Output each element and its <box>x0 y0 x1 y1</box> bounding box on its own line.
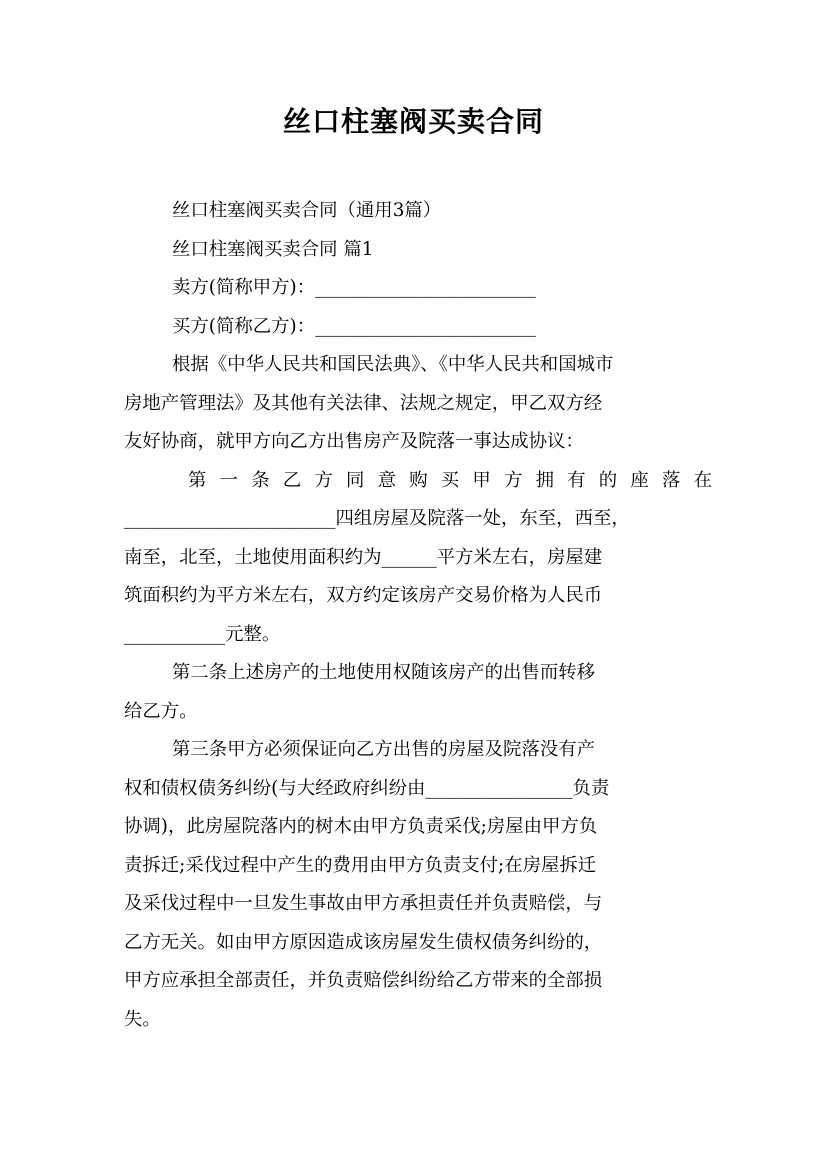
paragraph-line: 第二条上述房产的土地使用权随该房产的出售而转移 <box>172 662 595 683</box>
paragraph-line: 第 一 条 乙 方 同 意 购 买 甲 方 拥 有 的 座 落 在 <box>188 469 712 491</box>
paragraph-line: 及采伐过程中一旦发生事故由甲方承担责任并负责赔偿，与 <box>124 893 603 914</box>
article-3-paragraph <box>124 731 712 1039</box>
paragraph-line: 给乙方。 <box>124 700 198 722</box>
paragraph-line: 甲方应承担全部责任，并负责赔偿纠纷给乙方带来的全部损 <box>124 970 603 991</box>
paragraph-line: 筑面积约为平方米左右，双方约定该房产交易价格为人民币 <box>124 585 603 606</box>
heading-general: 丝口柱塞阀买卖合同（通用3篇） <box>172 200 442 221</box>
paragraph-line: 根据《中华人民共和国民法典》、《中华人民共和国城市 <box>172 354 614 375</box>
paragraph-line: 第三条甲方必须保证向乙方出售的房屋及院落没有产 <box>172 739 595 760</box>
paragraph-line: 权和债权债务纠纷(与大经政府纠纷由________________负责 <box>124 777 610 799</box>
paragraph-line: 南至，北至，土地使用面积约为______平方米左右，房屋建 <box>124 546 603 568</box>
paragraph-line: 失。 <box>124 1008 161 1030</box>
article-1-paragraph <box>124 462 712 655</box>
paragraph-line: ___________元整。 <box>124 623 281 645</box>
buyer-line: 买方(简称乙方)：________________________ <box>172 315 536 337</box>
seller-line: 卖方(简称甲方)：________________________ <box>172 277 536 298</box>
paragraph-line: 乙方无关。如由甲方原因造成该房屋发生债权债务纠纷的， <box>124 931 603 953</box>
heading-part: 丝口柱塞阀买卖合同 篇1 <box>172 238 374 260</box>
document-title: 丝口柱塞阀买卖合同 <box>282 105 544 138</box>
document-body <box>124 192 712 1039</box>
paragraph-line: 责拆迁;采伐过程中产生的费用由甲方负责支付;在房屋拆迁 <box>124 854 597 876</box>
paragraph-line: _______________________四组房屋及院落一处，东至，西至， <box>124 508 630 529</box>
preamble-paragraph <box>124 346 712 462</box>
article-2-paragraph <box>124 654 712 731</box>
paragraph-line: 协调)，此房屋院落内的树木由甲方负责采伐;房屋由甲方负 <box>124 816 598 837</box>
paragraph-line: 房地产管理法》及其他有关法律、法规之规定，甲乙双方经 <box>124 392 603 414</box>
paragraph-line: 友好协商，就甲方向乙方出售房产及院落一事达成协议： <box>124 431 584 452</box>
